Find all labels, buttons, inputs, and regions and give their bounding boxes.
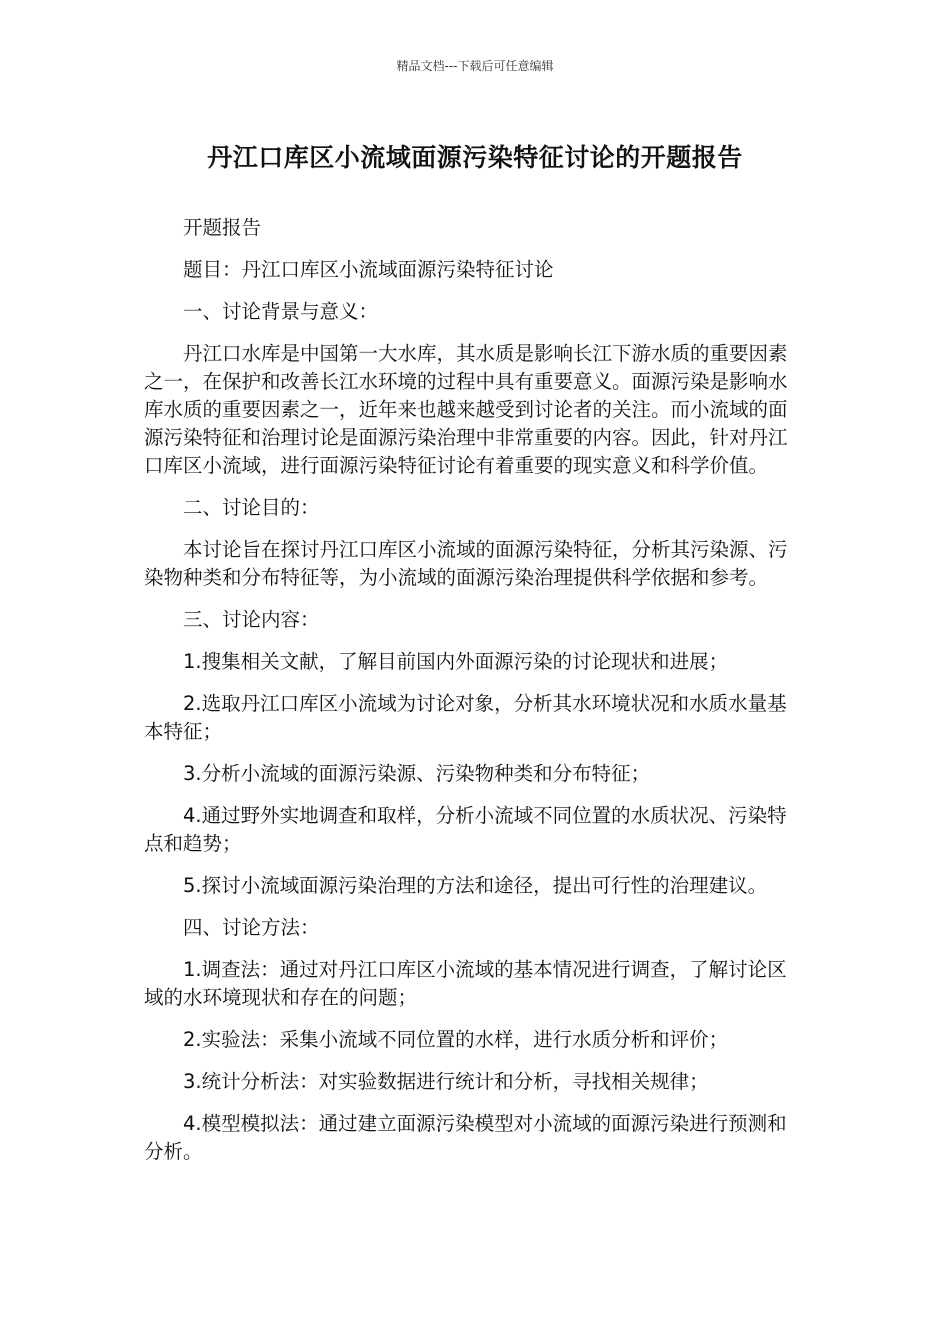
section-heading-purpose: 二、讨论目的： (183, 496, 320, 519)
method-item-2: 2.实验法：采集小流域不同位置的水样，进行水质分析和评价； (183, 1028, 729, 1051)
paragraph-topic: 题目：丹江口库区小流域面源污染特征讨论 (183, 258, 554, 281)
paragraph-purpose: 本讨论旨在探讨丹江口库区小流域的面源污染特征，分析其污染源、污染物种类和分布特征等，为小流域的面源污染治理提供科学依据和参考。 (144, 538, 788, 589)
section-heading-content: 三、讨论内容： (183, 608, 320, 631)
method-item-4: 4.模型模拟法：通过建立面源污染模型对小流域的面源污染进行预测和分析。 (144, 1112, 787, 1163)
section-heading-methods: 四、讨论方法： (183, 916, 320, 939)
content-item-4: 4.通过野外实地调查和取样，分析小流域不同位置的水质状况、污染特点和趋势； (144, 804, 787, 855)
content-item-5: 5.探讨小流域面源污染治理的方法和途径，提出可行性的治理建议。 (183, 874, 768, 897)
content-item-3: 3.分析小流域的面源污染源、污染物种类和分布特征； (183, 762, 651, 785)
method-item-3: 3.统计分析法：对实验数据进行统计和分析，寻找相关规律； (183, 1070, 709, 1093)
document-body (144, 214, 796, 1180)
page-title: 丹江口库区小流域面源污染特征讨论的开题报告 (207, 143, 743, 172)
header-watermark: 精品文档---下载后可任意编辑 (396, 59, 554, 73)
content-item-1: 1.搜集相关文献，了解目前国内外面源污染的讨论现状和进展； (183, 650, 729, 673)
method-item-1: 1.调查法：通过对丹江口库区小流域的基本情况进行调查，了解讨论区域的水环境现状和存在的问题； (144, 958, 787, 1009)
content-item-2: 2.选取丹江口库区小流域为讨论对象，分析其水环境状况和水质水量基本特征； (144, 692, 787, 743)
paragraph-report-label: 开题报告 (183, 216, 262, 239)
paragraph-background: 丹江口水库是中国第一大水库，其水质是影响长江下游水质的重要因素之一，在保护和改善长江水环境的过程中具有重要意义。面源污染是影响水库水质的重要因素之一，近年来也越来越受到讨论者的关注。而小流域的面源污染特征和治理讨论是面源污染治理中非常重要的内容。因此，针对丹江口库区小流域，进行面源污染特征讨论有着重要的现实意义和科学价值。 (144, 342, 788, 477)
section-heading-background: 一、讨论背景与意义： (183, 300, 379, 323)
